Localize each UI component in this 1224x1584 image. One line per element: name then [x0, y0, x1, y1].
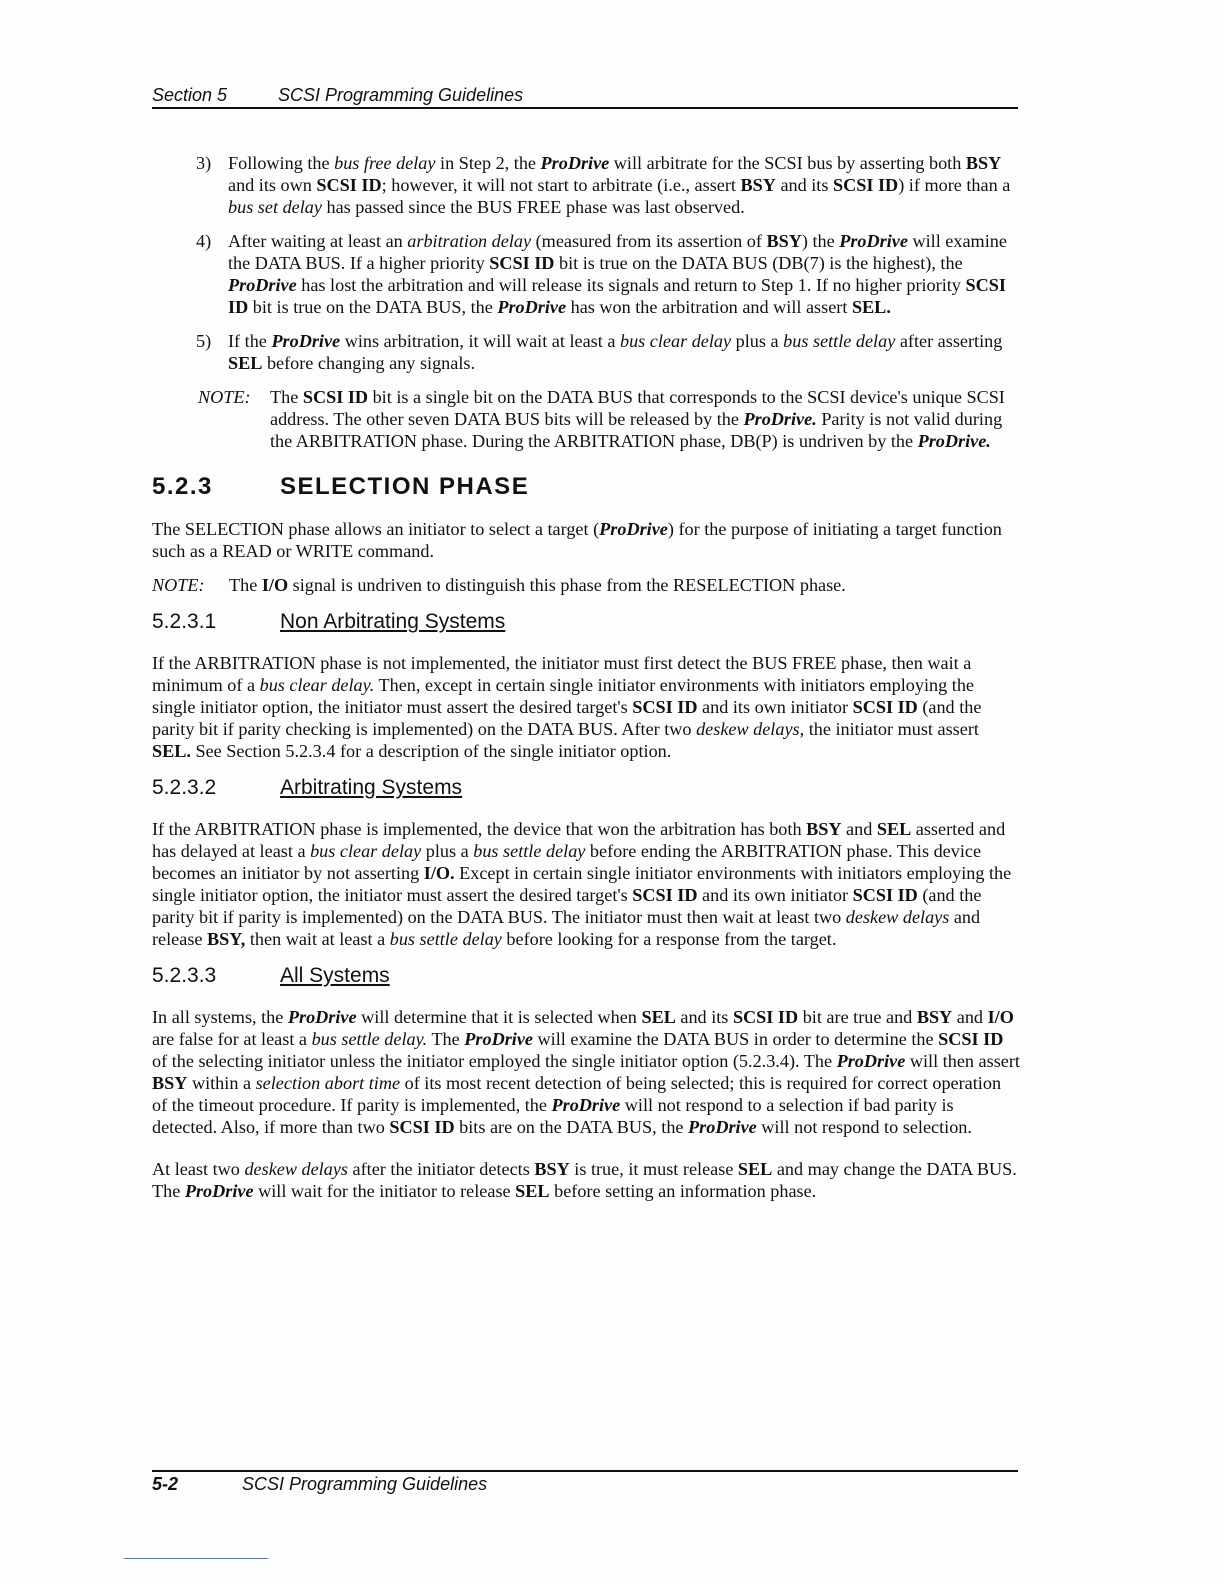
text-run: SCSI ID [938, 1029, 1004, 1049]
text-run: After waiting at least an [228, 231, 408, 251]
text-run: deskew delays [696, 719, 800, 739]
all-systems-paragraph-2 [152, 1158, 1020, 1202]
subsection-number: 5.2.3.1 [152, 610, 217, 633]
text-run: SCSI ID [832, 175, 899, 195]
step-text [228, 230, 1020, 318]
text-run: BSY [534, 1159, 570, 1179]
text-run: will not respond to selection. [756, 1117, 972, 1137]
text-run: has lost the arbitration and will release its signals and return to Step 1. If no higher priority [296, 275, 966, 295]
footer-title: SCSI Programming Guidelines [242, 1474, 488, 1494]
text-run: In all systems, the [152, 1007, 288, 1027]
scan-artifact-line [124, 1558, 268, 1559]
step-3 [152, 152, 1020, 218]
step-5 [152, 330, 1020, 374]
page-body [152, 152, 1020, 1202]
text-run: (and the parity bit if parity checking is implemented) on the DATA BUS. After two [152, 697, 982, 739]
text-run: selection abort time [255, 1073, 401, 1093]
text-run: is true, it must release [569, 1159, 738, 1179]
text-run: ProDrive [836, 1051, 906, 1071]
text-run: SCSI ID [852, 697, 918, 717]
text-run: before ending the ARBITRATION phase. This device becomes an initiator by not asserting [152, 841, 982, 883]
text-run: bus clear delay [310, 841, 422, 861]
page-footer [152, 1470, 1018, 1495]
text-run: and may change the DATA BUS. The [152, 1159, 1017, 1201]
text-run: deskew delays [845, 907, 950, 927]
step-number: 5) [196, 331, 212, 351]
text-run: SCSI ID [389, 1117, 455, 1137]
text-run: are false for at least a [152, 1029, 312, 1049]
text-run: bus set delay [228, 197, 322, 217]
subsection-heading-all-systems [152, 962, 1020, 990]
arbitrating-paragraph [152, 818, 1020, 950]
text-run: Parity is not valid during the ARBITRATION phase. During the ARBITRATION phase, DB(P) is undriven by the [270, 409, 1003, 451]
text-run: If the [228, 331, 272, 351]
text-run: The [270, 387, 303, 407]
text-run: will determine that it is selected when [356, 1007, 642, 1027]
selection-paragraph [152, 518, 1020, 562]
text-run: At least two [152, 1159, 245, 1179]
all-systems-paragraph-1 [152, 1006, 1020, 1138]
text-run: BSY [740, 175, 776, 195]
text-run: See Section 5.2.3.4 for a description of the single initiator option. [190, 741, 672, 761]
selection-note [152, 574, 1020, 596]
step-text [228, 152, 1020, 218]
section-number: 5.2.3 [152, 473, 213, 500]
text-run: ProDrive [464, 1029, 533, 1049]
text-run: If the ARBITRATION phase is implemented, the device that won the arbitration has both [152, 819, 807, 839]
header-title: SCSI Programming Guidelines [278, 85, 524, 105]
text-run: will not respond to a selection if bad parity is detected. Also, if more than two [152, 1095, 954, 1137]
text-run: The [229, 575, 262, 595]
text-run: bus settle delay. [311, 1029, 428, 1049]
text-run: SEL [228, 353, 263, 373]
text-run: The SELECTION phase allows an initiator to select a target ( [152, 519, 600, 539]
text-run: bus settle delay [473, 841, 586, 861]
text-run: bus clear delay. [259, 675, 375, 695]
text-run: before changing any signals. [262, 353, 476, 373]
text-run: and release [152, 907, 981, 949]
text-run: bus clear delay [619, 331, 732, 351]
text-run: ProDrive [540, 153, 610, 173]
text-run: BSY [152, 1073, 188, 1093]
text-run: before setting an information phase. [549, 1181, 817, 1201]
subsection-title: Non Arbitrating Systems [280, 610, 506, 633]
text-run: ProDrive [184, 1181, 254, 1201]
text-run: SEL. [152, 741, 191, 761]
text-run: will arbitrate for the SCSI bus by asserting both [609, 153, 966, 173]
text-run: after the initiator detects [347, 1159, 535, 1179]
text-run: deskew delays [244, 1159, 348, 1179]
text-run: will examine the DATA BUS. If a higher priority [228, 231, 1007, 273]
text-run: SCSI ID [632, 697, 698, 717]
text-run: ProDrive [551, 1095, 621, 1115]
text-run: will examine the DATA BUS in order to determine the [532, 1029, 939, 1049]
text-run: bus settle delay [783, 331, 896, 351]
text-run: bit is a single bit on the DATA BUS that corresponds to the SCSI device's unique SCSI address. The other seven DATA BUS bits will be released by the [270, 387, 1005, 429]
text-run: SCSI ID [489, 253, 555, 273]
text-run: BSY [806, 819, 842, 839]
subsection-number: 5.2.3.2 [152, 776, 217, 799]
text-run: ProDrive [688, 1117, 757, 1137]
text-run: ) the [801, 231, 840, 251]
text-run: BSY, [207, 929, 246, 949]
text-run: (and the parity bit if parity is implemented) on the DATA BUS. The initiator must then wait at least two [152, 885, 982, 927]
section-heading-selection [152, 472, 1020, 502]
text-run: after asserting [895, 331, 1003, 351]
text-run: of its most recent detection of being selected; this is required for correct operation of the timeout procedure. If parity is implemented, the [152, 1073, 1002, 1115]
text-run: I/O [987, 1007, 1014, 1027]
text-run: has won the arbitration and will assert [566, 297, 852, 317]
text-run: ProDrive [271, 331, 341, 351]
text-run: bit are true and [798, 1007, 917, 1027]
step-4 [152, 230, 1020, 318]
text-run: SCSI ID [632, 885, 698, 905]
text-run: ) if more than a [898, 175, 1011, 195]
text-run: BSY [965, 153, 1002, 173]
note-text [229, 575, 846, 595]
text-run: in Step 2, the [435, 153, 541, 173]
text-run: SCSI ID [228, 275, 1006, 317]
text-run: BSY [766, 231, 802, 251]
page-header [152, 84, 1018, 109]
subsection-heading-arbitrating [152, 774, 1020, 802]
subsection-heading-non-arbitrating [152, 608, 1020, 636]
step-number: 4) [196, 231, 212, 251]
text-run: before looking for a response from the target. [501, 929, 837, 949]
text-run: ProDrive. [743, 409, 817, 429]
text-run: SCSI ID [316, 175, 382, 195]
text-run: ; however, it will not start to arbitrate (i.e., assert [381, 175, 741, 195]
text-run: Except in certain single initiator environments with initiators employing the single initiator option, the initiator must assert the desired target's [152, 863, 1012, 905]
step-number: 3) [196, 153, 212, 173]
text-run: signal is undriven to distinguish this phase from the RESELECTION phase. [288, 575, 846, 595]
note-label: NOTE: [152, 575, 205, 595]
text-run: (measured from its assertion of [531, 231, 767, 251]
header-section: Section 5 [152, 85, 228, 105]
text-run: BSY [916, 1007, 953, 1027]
text-run: bit is true on the DATA BUS (DB(7) is the highest), the [554, 253, 963, 273]
text-run: ProDrive [287, 1007, 357, 1027]
note-label: NOTE: [198, 387, 251, 407]
text-run: arbitration delay [407, 231, 532, 251]
text-run: then wait at least a [245, 929, 390, 949]
text-run: bus settle delay [389, 929, 502, 949]
text-run: ProDrive [599, 519, 668, 539]
text-run: Following the [228, 153, 335, 173]
text-run: , the initiator must assert [799, 719, 979, 739]
text-run: plus a [731, 331, 784, 351]
text-run: asserted and has delayed at least a [152, 819, 1006, 861]
text-run: within a [187, 1073, 256, 1093]
text-run: bit is true on the DATA BUS, the [248, 297, 498, 317]
subsection-title: Arbitrating Systems [280, 776, 463, 799]
text-run: SEL [515, 1181, 550, 1201]
note-text [270, 386, 1020, 452]
text-run: and its own initiator [697, 885, 853, 905]
text-run: plus a [421, 841, 474, 861]
text-run: bits are on the DATA BUS, the [454, 1117, 689, 1137]
text-run: and [952, 1007, 988, 1027]
text-run: ProDrive. [917, 431, 991, 451]
subsection-title: All Systems [280, 964, 390, 987]
text-run: and its own initiator [697, 697, 853, 717]
text-run: Then, except in certain single initiator environments with initiators employing the single initiator option, the initiator must assert the desired target's [152, 675, 974, 717]
arbitration-note [152, 386, 1020, 452]
text-run: and its own [228, 175, 317, 195]
text-run: ProDrive [228, 275, 297, 295]
text-run: SEL. [851, 297, 891, 317]
text-run: The [427, 1029, 465, 1049]
text-run: I/O. [423, 863, 455, 883]
text-run: SCSI ID [302, 387, 369, 407]
text-run: SEL [641, 1007, 676, 1027]
text-run: and [841, 819, 877, 839]
subsection-number: 5.2.3.3 [152, 964, 217, 987]
text-run: and its [775, 175, 833, 195]
step-text [228, 330, 1020, 374]
text-run: has passed since the BUS FREE phase was last observed. [321, 197, 745, 217]
text-run: I/O [261, 575, 289, 595]
text-run: ) for the purpose of initiating a target function such as a READ or WRITE command. [152, 519, 1002, 561]
text-run: and its [675, 1007, 733, 1027]
text-run: will wait for the initiator to release [253, 1181, 516, 1201]
text-run: ProDrive [839, 231, 908, 251]
text-run: If the ARBITRATION phase is not implemented, the initiator must first detect the BUS FREE phase, then wait a minimum of a [152, 653, 972, 695]
non-arbitrating-paragraph [152, 652, 1020, 762]
text-run: will then assert [905, 1051, 1020, 1071]
text-run: ProDrive [497, 297, 567, 317]
text-run: SEL [876, 819, 912, 839]
section-title: SELECTION PHASE [280, 473, 530, 500]
text-run: bus free delay [334, 153, 436, 173]
page-number: 5-2 [152, 1474, 179, 1494]
text-run: SEL [737, 1159, 773, 1179]
text-run: wins arbitration, it will wait at least a [340, 331, 620, 351]
text-run: SCSI ID [732, 1007, 799, 1027]
text-run: SCSI ID [852, 885, 918, 905]
text-run: of the selecting initiator unless the initiator employed the single initiator option (5.2.3.4). The [152, 1051, 837, 1071]
